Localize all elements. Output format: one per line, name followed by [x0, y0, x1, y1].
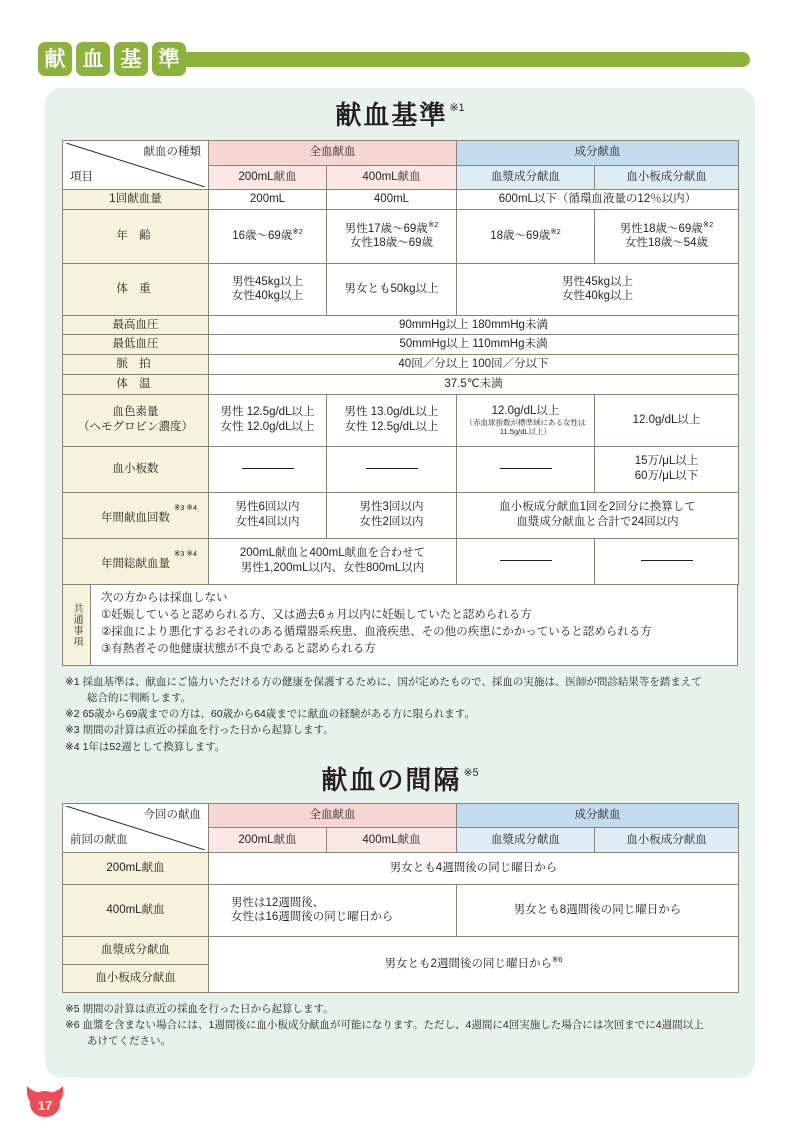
section2-title-footnote-mark: ※5 — [463, 766, 479, 779]
criteria-cell-plt-platelet-line2: 60万/μL以下 — [634, 470, 699, 483]
criteria-row-label-hemoglobin-line1: 血色素量 — [112, 406, 159, 419]
common-notes-block — [62, 585, 738, 666]
criteria-cell-annual-volume-line2: 男性1,200mL以内、女性800mL以内 — [240, 562, 425, 575]
criteria-cell-age-platelet — [595, 209, 739, 263]
common-notes-line-2: ①妊娠していると認められる方、又は過去6ヵ月以内に妊娠していたと認められる方 — [101, 608, 532, 621]
section2-footnote-5-mark: ※5 — [65, 1002, 80, 1015]
criteria-cell-hb-200-line1: 男性 12.5g/dL以上 — [220, 406, 315, 419]
criteria-cell-age-platelet-line1: 男性18歳〜69歳 — [619, 222, 703, 235]
interval-cell-component-text: 男女とも2週間後の同じ曜日から — [384, 958, 552, 971]
criteria-row-label-age: 年 齢 — [63, 209, 209, 263]
criteria-row-label-annual-volume-sup: ※3 ※4 — [174, 549, 197, 559]
criteria-cell-count-component — [457, 492, 739, 538]
interval-row-label-200ml: 200mL献血 — [63, 852, 209, 884]
interval-corner-cell — [63, 803, 209, 852]
criteria-sub-header-400ml: 400mL献血 — [327, 165, 457, 190]
criteria-group-header-component: 成分献血 — [457, 141, 739, 166]
criteria-cell-annual-volume-plasma — [457, 538, 595, 584]
section1-footnote-1-cont: 総合的に判断します。 — [87, 691, 192, 704]
section1-footnote-4-mark: ※4 — [65, 740, 80, 753]
dash-icon — [500, 468, 552, 469]
criteria-cell-weight-200-line1: 男性45kg以上 — [232, 275, 303, 288]
criteria-cell-systolic: 90mmHg以上 180mmHg未満 — [209, 315, 739, 335]
criteria-row-label-hemoglobin — [63, 394, 209, 446]
criteria-corner-cell — [63, 141, 209, 190]
section1-footnote-2 — [65, 706, 737, 722]
section1-title-footnote-mark: ※1 — [449, 102, 465, 114]
criteria-row-label-diastolic: 最低血圧 — [63, 335, 209, 355]
header-tab-char-4: 準 — [152, 42, 186, 76]
criteria-table-wrapper — [62, 140, 738, 666]
table-row — [63, 538, 739, 584]
criteria-cell-age-plasma-line1: 18歳〜69歳 — [490, 229, 551, 242]
criteria-corner-top-right: 献血の種類 — [143, 146, 201, 158]
criteria-cell-age-400-line2: 女性18歳〜69歳 — [349, 237, 434, 250]
header-accent-bar — [170, 52, 750, 67]
table-row — [63, 190, 739, 210]
page-number-badge — [22, 1082, 68, 1128]
criteria-cell-age-platelet-line2: 女性18歳〜54歳 — [624, 237, 709, 250]
common-notes-body — [91, 585, 737, 665]
section2-title-text: 献血の間隔 — [321, 764, 462, 795]
criteria-cell-age-plasma — [457, 209, 595, 263]
criteria-cell-age-platelet-sup: ※2 — [702, 219, 714, 229]
criteria-sub-header-plasma: 血漿成分献血 — [457, 165, 595, 190]
criteria-cell-hb-400-line2: 女性 12.5g/dL以上 — [344, 421, 439, 434]
interval-cell-400ml-whole — [209, 884, 457, 936]
table-row — [63, 884, 739, 936]
interval-sub-header-400ml: 400mL献血 — [327, 828, 457, 853]
criteria-cell-hb-200-line2: 女性 12.0g/dL以上 — [220, 421, 315, 434]
criteria-cell-weight-component-line1: 男性45kg以上 — [562, 275, 633, 288]
criteria-row-label-annual-count — [63, 492, 209, 538]
criteria-cell-plt-200 — [209, 446, 327, 492]
criteria-cell-age-200-line1: 16歳〜69歳 — [232, 229, 293, 242]
criteria-row-label-volume: 1回献血量 — [63, 190, 209, 210]
criteria-cell-volume-component: 600mL以下（循環血液量の12％以内） — [457, 190, 739, 210]
section1-footnote-3 — [65, 722, 737, 738]
dash-icon — [242, 468, 294, 469]
dash-icon — [366, 468, 418, 469]
criteria-row-label-annual-count-text: 年間献血回数 — [101, 511, 170, 524]
criteria-sub-header-platelet: 血小板成分献血 — [595, 165, 739, 190]
section2-footnote-6-cont: あけてください。 — [87, 1035, 171, 1048]
content-panel — [45, 88, 755, 1078]
criteria-cell-hb-platelet: 12.0g/dL以上 — [595, 394, 739, 446]
common-notes-line-1: 次の方からは採血しない — [101, 591, 228, 604]
section1-footnotes — [65, 674, 737, 755]
interval-corner-top-right: 今回の献血 — [143, 808, 201, 821]
criteria-corner-bottom-left: 項目 — [70, 171, 93, 184]
criteria-row-label-hemoglobin-line2: （ヘモグロビン濃度） — [78, 421, 193, 434]
interval-cell-400ml-whole-line2: 女性は16週間後の同じ曜日から — [231, 911, 394, 924]
dash-icon — [641, 560, 693, 561]
criteria-row-label-annual-volume — [63, 538, 209, 584]
criteria-cell-weight-200-line2: 女性40kg以上 — [232, 290, 303, 303]
section1-footnote-2-mark: ※2 — [65, 708, 80, 721]
criteria-cell-count-component-line2: 血漿成分献血と合計で24回以内 — [516, 516, 679, 529]
common-notes-label: 共通事項 — [63, 585, 91, 665]
criteria-cell-annual-volume-line1: 200mL献血と400mL献血を合わせて — [239, 547, 426, 560]
criteria-cell-annual-volume-whole — [209, 538, 457, 584]
dash-icon — [500, 560, 552, 561]
interval-row-label-400ml: 400mL献血 — [63, 884, 209, 936]
criteria-cell-count-200 — [209, 492, 327, 538]
criteria-cell-hb-400-line1: 男性 13.0g/dL以上 — [344, 406, 439, 419]
table-row — [63, 355, 739, 375]
header-tab-char-3: 基 — [114, 42, 148, 76]
section1-footnote-4 — [65, 739, 737, 755]
section1-footnote-1 — [65, 674, 737, 707]
table-row — [63, 394, 739, 446]
table-row — [63, 936, 739, 964]
section1-footnote-1-mark: ※1 — [65, 675, 80, 688]
criteria-table — [62, 140, 739, 585]
section1-footnote-3-mark: ※3 — [65, 724, 80, 737]
criteria-cell-weight-400: 男女とも50kg以上 — [327, 263, 457, 315]
interval-table-wrapper — [62, 803, 738, 993]
criteria-group-header-whole-blood: 全血献血 — [209, 141, 457, 166]
section1-footnote-4-text: 1年は52週として換算します。 — [82, 740, 226, 753]
criteria-sub-header-200ml: 200mL献血 — [209, 165, 327, 190]
table-row — [63, 446, 739, 492]
header-tab-group — [38, 42, 186, 76]
common-notes-line-4: ③有熱者その他健康状態が不良であると認められる方 — [101, 643, 376, 656]
criteria-cell-plt-platelet-line1: 15万/μL以上 — [634, 455, 699, 468]
table-row — [63, 209, 739, 263]
criteria-row-label-annual-count-sup: ※3 ※4 — [174, 503, 197, 513]
interval-group-header-whole-blood: 全血献血 — [209, 803, 457, 828]
section2-footnote-5-text: 期間の計算は直近の採血を行った日から起算します。 — [82, 1002, 334, 1015]
criteria-cell-count-400 — [327, 492, 457, 538]
criteria-cell-age-200-sup: ※2 — [292, 227, 303, 237]
criteria-row-label-systolic: 最高血圧 — [63, 315, 209, 335]
criteria-cell-weight-component-line2: 女性40kg以上 — [562, 290, 633, 303]
interval-table — [62, 803, 739, 993]
criteria-cell-age-400 — [327, 209, 457, 263]
criteria-row-label-annual-volume-text: 年間総献血量 — [101, 557, 170, 570]
section2-footnote-5 — [65, 1001, 737, 1017]
criteria-cell-annual-volume-platelet — [595, 538, 739, 584]
interval-row-label-platelet: 血小板成分献血 — [63, 964, 209, 992]
interval-row-label-plasma: 血漿成分献血 — [63, 936, 209, 964]
criteria-cell-count-400-line2: 女性2回以内 — [359, 516, 424, 529]
criteria-cell-count-component-line1: 血小板成分献血1回を2回分に換算して — [499, 501, 696, 514]
interval-group-header-component: 成分献血 — [457, 803, 739, 828]
criteria-cell-plt-plasma — [457, 446, 595, 492]
criteria-cell-plt-platelet — [595, 446, 739, 492]
table-row — [63, 263, 739, 315]
section2-footnote-6-text: 血漿を含まない場合には、1週間後に血小板成分献血が可能になります。ただし、4週間に4回実施した場合には次回までに4週間以上 — [82, 1019, 704, 1032]
criteria-header-row-1 — [63, 141, 739, 166]
criteria-cell-age-plasma-sup: ※2 — [550, 227, 561, 237]
page-header — [0, 42, 800, 80]
criteria-row-label-temperature: 体 温 — [63, 374, 209, 394]
page-number-text: 17 — [37, 1098, 53, 1113]
section1-footnote-2-text: 65歳から69歳までの方は、60歳から64歳までに献血の経験がある方に限られます。 — [82, 708, 475, 721]
criteria-cell-hb-plasma-line1: 12.0g/dL以上 — [491, 404, 560, 417]
interval-cell-400ml-component: 男女とも8週間後の同じ曜日から — [457, 884, 739, 936]
interval-cell-400ml-whole-line1: 男性は12週間後、 — [231, 896, 325, 909]
table-row — [63, 852, 739, 884]
table-row — [63, 374, 739, 394]
section1-footnote-3-text: 期間の計算は直近の採血を行った日から起算します。 — [82, 724, 334, 737]
section1-title-text: 献血基準 — [335, 100, 448, 130]
criteria-cell-hb-400 — [327, 394, 457, 446]
interval-sub-header-platelet: 血小板成分献血 — [595, 828, 739, 853]
criteria-cell-weight-component — [457, 263, 739, 315]
table-row — [63, 335, 739, 355]
section2-footnote-6-mark: ※6 — [65, 1019, 80, 1032]
criteria-row-label-pulse: 脈 拍 — [63, 355, 209, 375]
interval-corner-bottom-left: 前回の献血 — [70, 834, 128, 847]
criteria-cell-count-400-line1: 男性3回以内 — [359, 501, 424, 514]
interval-cell-200ml: 男女とも4週間後の同じ曜日から — [209, 852, 739, 884]
criteria-cell-count-200-line2: 女性4回以内 — [235, 516, 300, 529]
table-row — [63, 492, 739, 538]
interval-header-row-1 — [63, 803, 739, 828]
criteria-cell-weight-200 — [209, 263, 327, 315]
criteria-cell-temperature: 37.5℃未満 — [209, 374, 739, 394]
interval-cell-component-sup: ※6 — [551, 955, 563, 965]
header-tab-char-2: 血 — [76, 42, 110, 76]
criteria-cell-age-400-line1: 男性17歳〜69歳 — [344, 222, 428, 235]
criteria-cell-age-200 — [209, 209, 327, 263]
section2-footnotes — [65, 1001, 737, 1050]
criteria-cell-volume-400: 400mL — [327, 190, 457, 210]
criteria-cell-volume-200: 200mL — [209, 190, 327, 210]
criteria-row-label-weight: 体 重 — [63, 263, 209, 315]
criteria-cell-hb-plasma — [457, 394, 595, 446]
criteria-cell-age-400-sup: ※2 — [427, 219, 439, 229]
section2-footnote-6 — [65, 1017, 737, 1050]
table-row — [63, 315, 739, 335]
common-notes-line-3: ②採血により悪化するおそれのある循環器系疾患、血液疾患、その他の疾患にかかっていると認められる方 — [101, 626, 652, 639]
criteria-row-label-platelet-count: 血小板数 — [63, 446, 209, 492]
criteria-cell-count-200-line1: 男性6回以内 — [235, 501, 300, 514]
criteria-cell-hb-200 — [209, 394, 327, 446]
section2-title — [45, 764, 755, 795]
criteria-cell-pulse: 40回／分以上 100回／分以下 — [209, 355, 739, 375]
section1-title — [45, 102, 755, 128]
interval-sub-header-plasma: 血漿成分献血 — [457, 828, 595, 853]
criteria-cell-plt-400 — [327, 446, 457, 492]
criteria-cell-hb-plasma-note: （赤血球指数が標準域にある女性は11.5g/dL以上） — [465, 418, 586, 437]
header-tab-char-1: 献 — [38, 42, 72, 76]
interval-cell-component — [209, 936, 739, 992]
criteria-cell-diastolic: 50mmHg以上 110mmHg未満 — [209, 335, 739, 355]
interval-sub-header-200ml: 200mL献血 — [209, 828, 327, 853]
section1-footnote-1-text: 採血基準は、献血にご協力いただける方の健康を保護するために、国が定めたもので、採血の実施は、医師が問診結果等を踏まえて — [82, 675, 702, 688]
